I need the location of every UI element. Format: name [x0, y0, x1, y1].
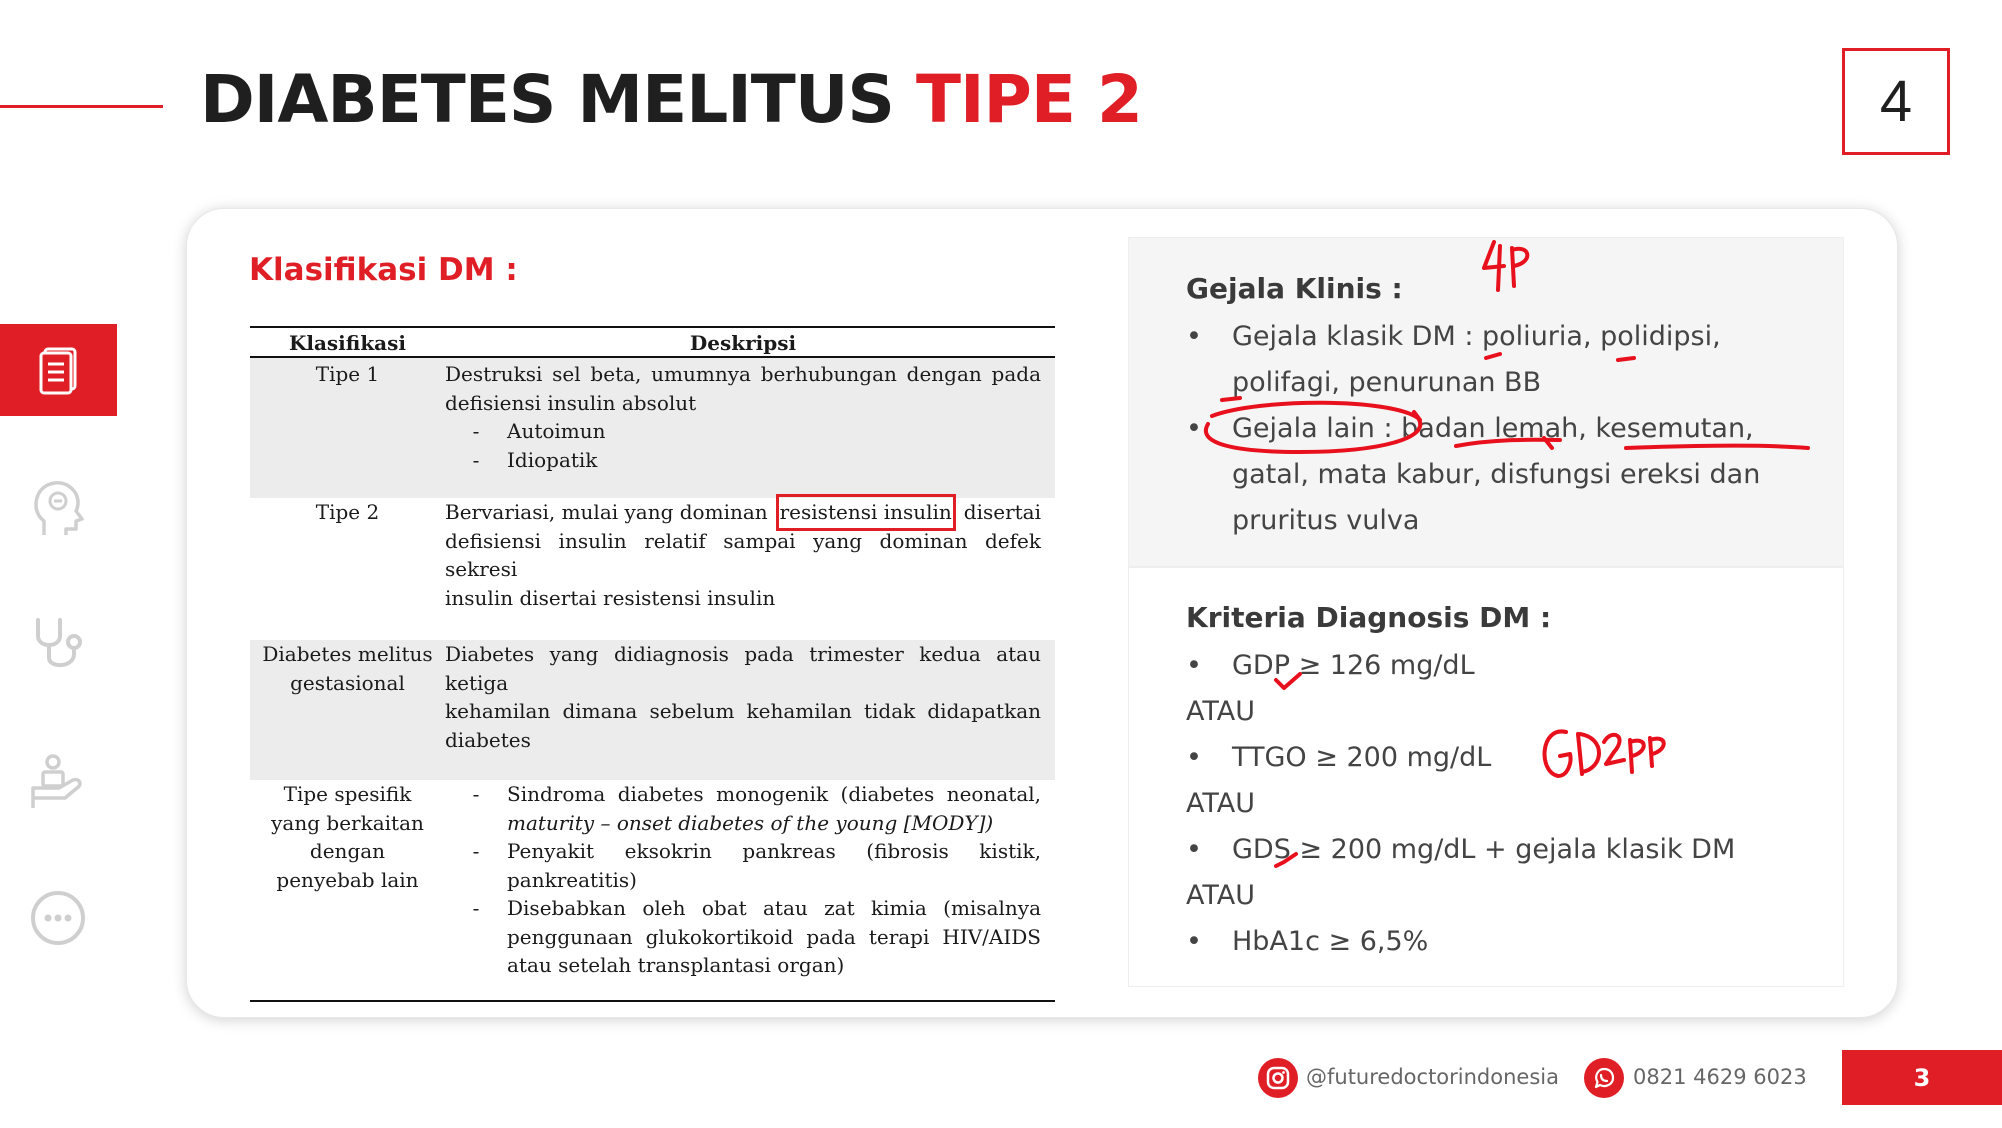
chat-bubble-icon	[28, 888, 88, 948]
kriteria-heading: Kriteria Diagnosis DM :	[1186, 601, 1552, 634]
sub-item-text: penggunaan glukokortikoid pada terapi HIV/AIDS	[507, 924, 1041, 949]
name-line: yang berkaitan	[271, 810, 424, 835]
sub-item-text: pankreatitis)	[507, 867, 637, 892]
atau-label: ATAU	[1186, 696, 1256, 727]
sidebar-item-stethoscope[interactable]	[28, 614, 88, 674]
whatsapp-icon	[1584, 1058, 1624, 1098]
list-item: • TTGO ≥ 200 mg/dL	[1186, 735, 1826, 781]
row-deskripsi	[445, 780, 1055, 980]
sidebar-item-patient[interactable]	[28, 752, 88, 812]
sidebar-item-document[interactable]	[0, 324, 117, 416]
list-item: • Gejala lain : badan lemah, kesemutan, gatal, mata kabur, disfungsi ereksi dan pruritus vulva	[1186, 406, 1826, 544]
list-item: - Idiopatik	[445, 446, 1041, 475]
slide-title	[200, 58, 1142, 142]
desc-text: Bervariasi, mulai yang dominan	[445, 500, 768, 524]
stethoscope-icon	[30, 614, 86, 674]
list-item: • GDP ≥ 126 mg/dL	[1186, 643, 1826, 689]
name-line: Tipe spesifik	[283, 782, 412, 806]
page-number: 3	[1842, 1050, 2002, 1105]
sub-item-text: maturity – onset diabetes of the young [MODY])	[507, 810, 994, 835]
kriteria-item: HbA1c ≥ 6,5%	[1232, 926, 1429, 957]
name-line: dengan	[309, 839, 386, 863]
table-rule-bottom	[250, 1000, 1055, 1002]
gejala-klasik-line: Gejala klasik DM : poliuria, polidipsi,	[1232, 321, 1721, 352]
atau-label: ATAU	[1186, 788, 1256, 819]
row-klasifikasi	[250, 640, 445, 754]
document-icon	[37, 345, 81, 395]
desc-line: diabetes	[445, 727, 531, 752]
klasifikasi-heading: Klasifikasi DM :	[249, 252, 518, 288]
kriteria-item: TTGO ≥ 200 mg/dL	[1232, 742, 1492, 773]
list-item: • Gejala klasik DM : poliuria, polidipsi, polifagi, penurunan BB	[1186, 314, 1826, 406]
row-deskripsi	[445, 498, 1055, 612]
desc-line	[445, 498, 1041, 527]
gejala-heading: Gejala Klinis :	[1186, 272, 1403, 305]
desc-line: defisiensi insulin relatif sampai yang dominan defek sekresi	[445, 528, 1041, 581]
title-main: DIABETES MELITUS	[200, 61, 916, 138]
kriteria-list	[1186, 643, 1826, 965]
desc-line: Destruksi sel beta, umumnya berhubungan dengan pada	[445, 362, 1041, 386]
title-accent-line	[0, 105, 163, 108]
header-klasifikasi: Klasifikasi	[288, 331, 406, 355]
slide-number-box: 4	[1842, 48, 1950, 155]
sidebar-item-more[interactable]	[28, 888, 88, 948]
whatsapp-number[interactable]: 0821 4629 6023	[1633, 1065, 1807, 1089]
desc-line: insulin disertai resistensi insulin	[445, 585, 776, 610]
patient-bed-icon	[29, 752, 87, 812]
sub-item-text: atau setelah transplantasi organ)	[507, 953, 845, 977]
kriteria-item: GDS ≥ 200 mg/dL + gejala klasik DM	[1232, 834, 1736, 865]
sub-item-text: Sindroma diabetes monogenik (diabetes neonatal,	[507, 782, 1041, 806]
row-deskripsi	[445, 360, 1055, 474]
name-line: Diabetes melitus	[262, 642, 433, 666]
classification-table	[250, 326, 1055, 1002]
name-line: gestasional	[290, 670, 405, 695]
gejala-list	[1186, 314, 1826, 544]
row-klasifikasi: Tipe 2	[315, 500, 380, 524]
atau-label: ATAU	[1186, 880, 1256, 911]
name-line: penyebab lain	[276, 867, 419, 892]
gejala-lain-line: gatal, mata kabur, disfungsi ereksi dan	[1232, 459, 1761, 490]
table-row	[250, 498, 1055, 640]
gejala-lain-line: Gejala lain : badan lemah, kesemutan,	[1232, 413, 1754, 444]
sub-item-text: Idiopatik	[507, 447, 598, 472]
desc-line: Diabetes yang didiagnosis pada trimester kedua atau ketiga	[445, 642, 1041, 695]
table-header-row	[250, 328, 1055, 356]
desc-line: kehamilan dimana sebelum kehamilan tidak didapatkan	[445, 699, 1041, 723]
desc-text: disertai	[963, 500, 1041, 524]
instagram-icon	[1258, 1058, 1298, 1098]
sidebar-item-head[interactable]	[28, 478, 88, 538]
highlight-resistensi-insulin: resistensi insulin	[780, 498, 952, 527]
header-deskripsi: Deskripsi	[689, 331, 797, 355]
row-klasifikasi: Tipe 1	[315, 362, 380, 386]
table-row	[250, 358, 1055, 498]
table-row	[250, 640, 1055, 780]
head-icon	[30, 477, 86, 539]
instagram-handle[interactable]: @futuredoctorindonesia	[1306, 1065, 1559, 1089]
sub-item-text: Autoimun	[507, 419, 606, 443]
row-klasifikasi	[250, 780, 445, 980]
list-item: • HbA1c ≥ 6,5%	[1186, 919, 1826, 965]
gejala-klasik-line: polifagi, penurunan BB	[1232, 367, 1542, 398]
list-item: - Sindroma diabetes monogenik (diabetes neonatal, maturity – onset diabetes of the young [MODY])	[445, 780, 1041, 837]
gejala-lain-line: pruritus vulva	[1232, 505, 1420, 536]
row-deskripsi	[445, 640, 1055, 754]
list-item: • GDS ≥ 200 mg/dL + gejala klasik DM	[1186, 827, 1826, 873]
sub-item-text: Disebabkan oleh obat atau zat kimia (misalnya	[507, 896, 1041, 920]
list-item: - Disebabkan oleh obat atau zat kimia (misalnya penggunaan glukokortikoid pada terapi HIV/AIDS atau setelah transplantasi organ)	[445, 894, 1041, 980]
sub-item-text: Penyakit eksokrin pankreas (fibrosis kistik,	[507, 839, 1041, 863]
list-item: - Autoimun	[445, 417, 1041, 446]
desc-line: defisiensi insulin absolut	[445, 390, 697, 415]
list-item: - Penyakit eksokrin pankreas (fibrosis kistik, pankreatitis)	[445, 837, 1041, 894]
kriteria-item: GDP ≥ 126 mg/dL	[1232, 650, 1475, 681]
title-accent: TIPE 2	[915, 61, 1142, 138]
table-row	[250, 780, 1055, 980]
